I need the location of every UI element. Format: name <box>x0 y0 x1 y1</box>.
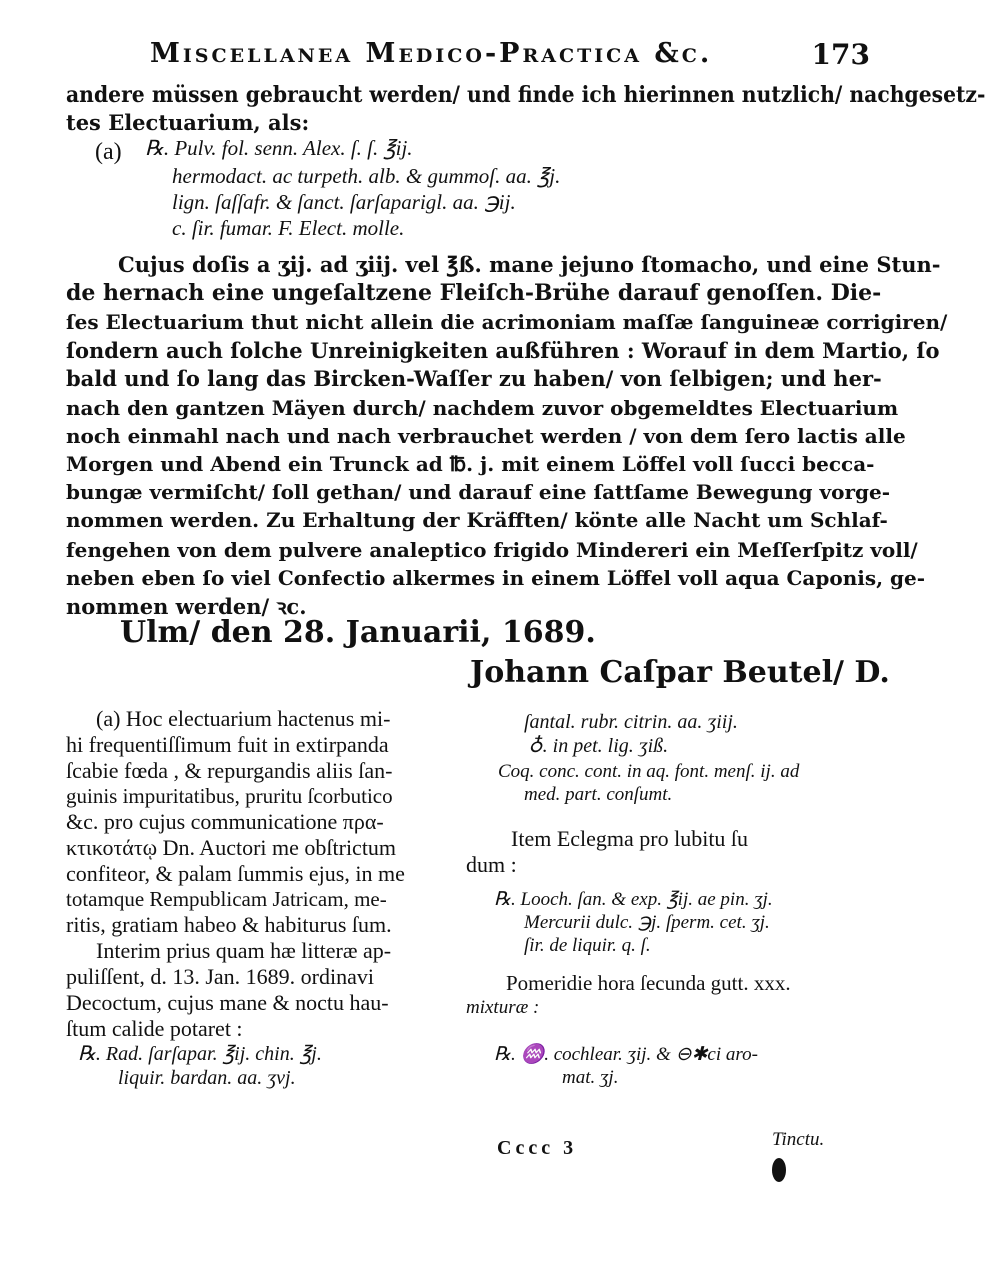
paragraph-line: nach den gantzen Mäyen durch/ nachdem zuvor obgemeldtes Electuarium <box>66 396 899 420</box>
footnote-line: ♁. in pet. lig. ʒiß. <box>528 735 669 757</box>
footnote-line: guinis impuritatibus, pruritu ſcorbutico <box>66 784 393 808</box>
page-number: 173 <box>811 38 870 71</box>
paragraph-line: neben eben ſo viel Confectio alkermes in einem Löffel voll aqua Caponis, ge- <box>66 566 926 590</box>
paragraph-line: ſondern auch ſolche Unreinigkeiten außführen : Worauf in dem Martio, ſo <box>66 338 940 363</box>
footnote-left-column <box>66 708 466 1092</box>
footnote-line: Mercurii dulc. ℈j. ſperm. cet. ʒj. <box>524 912 770 933</box>
footnote-line: Pomeridie hora ſecunda gutt. xxx. <box>506 971 791 995</box>
footnote-line: Interim prius quam hæ litteræ ap- <box>96 938 392 963</box>
footnote-line: (a) Hoc electuarium hactenus mi- <box>96 706 391 731</box>
footnote-line: &c. pro cujus communicatione πρα- <box>66 809 384 834</box>
recipe-line-1: ℞. Pulv. fol. senn. Alex. ſ. ſ. ℥ij. <box>145 136 413 160</box>
footnote-line: Item Eclegma pro lubitu ſu <box>511 826 749 851</box>
footnote-line: ſantal. rubr. citrin. aa. ʒiij. <box>524 711 738 733</box>
recipe-line-2: hermodact. ac turpeth. alb. & gummoſ. aa. ℥j. <box>172 164 561 188</box>
dateline: Ulm/ den 28. Januarii, 1689. <box>120 615 596 650</box>
footnote-right-column <box>466 712 886 1091</box>
ink-blot <box>772 1158 786 1182</box>
footnote-line: ſir. de liquir. q. ſ. <box>524 935 651 956</box>
text-line-2: tes Electuarium, als: <box>66 110 310 135</box>
footnote-line: ℞. Rad. ſarſapar. ℥ij. chin. ℥j. <box>78 1043 322 1065</box>
text-line-1: andere müssen gebraucht werden/ und finde ich hierinnen nutzlich/ nachgesetz- <box>66 82 986 108</box>
signature: Johann Caſpar Beutel/ D. <box>470 655 890 690</box>
footnote-line: puliſſent, d. 13. Jan. 1689. ordinavi <box>66 964 374 989</box>
footnote-line: hi frequentiſſimum fuit in extirpanda <box>66 732 389 757</box>
paragraph-line: de hernach eine ungeſaltzene Fleiſch-Brühe darauf genoſſen. Die- <box>66 280 882 306</box>
footnote-line: mixturæ : <box>466 997 540 1018</box>
paragraph-line: bald und ſo lang das Bircken-Waſſer zu haben/ von ſelbigen; und her- <box>66 366 882 391</box>
footnote-line: ſcabie fœda , & repurgandis aliis ſan- <box>66 758 393 783</box>
footnote-line: ℞. Looch. ſan. & exp. ℥ij. ae pin. ʒj. <box>494 889 773 910</box>
footnote-line: Decoctum, cujus mane & noctu hau- <box>66 990 389 1015</box>
recipe-marker: (a) <box>95 139 122 165</box>
footnote-line: κτικοτάτῳ Dn. Auctori me obſtrictum <box>66 835 397 860</box>
recipe-line-4: c. ſir. fumar. F. Elect. molle. <box>172 216 405 240</box>
footnote-line: ſtum calide potaret : <box>66 1016 243 1041</box>
paragraph-line: nommen werden/ ꝛc. <box>66 594 307 619</box>
footnote-line: ℞. ♒. cochlear. ʒij. & ⊖✱ci aro- <box>494 1044 758 1065</box>
paragraph-line: Morgen und Abend ein Trunck ad ℔. j. mit einem Löffel voll ſucci becca- <box>66 452 875 476</box>
recipe-line-3: lign. ſaſſafr. & ſanct. ſarſaparigl. aa. ℈ij. <box>172 190 516 214</box>
paragraph-line: bungæ vermiſcht/ ſoll gethan/ und darauf eine ſattſame Bewegung vorge- <box>66 480 891 504</box>
catchword: Tinctu. <box>772 1129 825 1150</box>
footnote-line: totamque Rempublicam Jatricam, me- <box>66 887 387 911</box>
footnote-line: med. part. conſumt. <box>524 784 673 805</box>
footnote-line: mat. ʒj. <box>562 1067 619 1088</box>
paragraph-line: fengehen von dem pulvere analeptico frigido Mindereri ein Meſſerſpitz voll/ <box>66 538 918 562</box>
paragraph-line: noch einmahl nach und nach verbrauchet werden / von dem ſero lactis alle <box>66 424 906 448</box>
footnote-line: confiteor, & palam ſummis ejus, in me <box>66 861 405 886</box>
paragraph-line: ſes Electuarium thut nicht allein die acrimoniam maſſæ ſanguineæ corrigiren/ <box>66 310 948 334</box>
paragraph-line: Cujus doſis a ʒij. ad ʒiij. vel ℥ß. mane jejuno ſtomacho, und eine Stun- <box>118 252 941 277</box>
footnote-line: liquir. bardan. aa. ʒvj. <box>118 1067 296 1089</box>
footnote-line: ritis, gratiam habeo & habiturus ſum. <box>66 912 392 937</box>
page-header <box>150 38 870 78</box>
footnote-line: Coq. conc. cont. in aq. font. menſ. ij. ad <box>498 761 800 782</box>
signature-mark: Cccc 3 <box>497 1137 578 1159</box>
running-title: Miscellanea Medico-Practica &c. <box>150 38 713 69</box>
footnote-line: dum : <box>466 852 517 877</box>
paragraph-line: nommen werden. Zu Erhaltung der Kräfften/ könte alle Nacht um Schlaf- <box>66 508 888 532</box>
